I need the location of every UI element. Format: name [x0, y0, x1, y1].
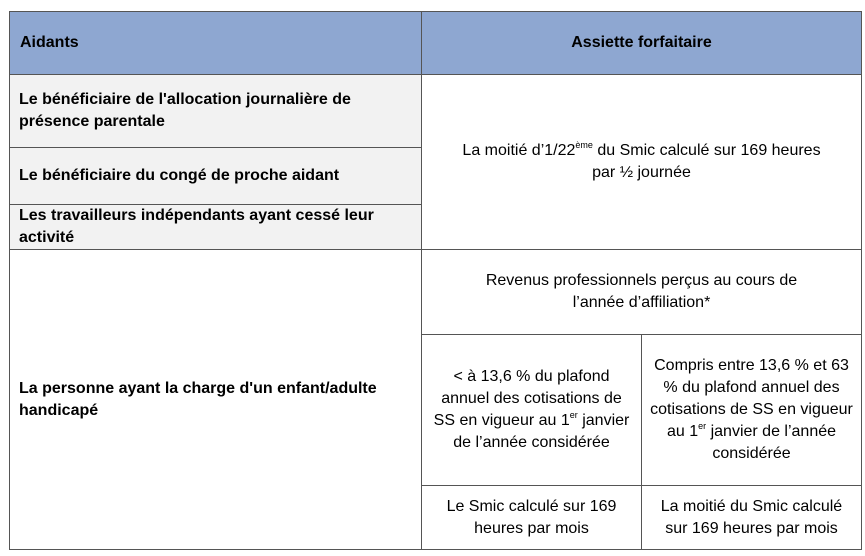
- condition-high-text-post: janvier de l’année considérée: [706, 423, 837, 462]
- condition-high-text-pre: Compris entre 13,6 % et 63 % du plafond annuel des cotisations de SS en vigueur au 1: [650, 357, 853, 440]
- result-high-cell: La moitié du Smic calculé sur 169 heures par mois: [642, 486, 862, 550]
- row-label-conge-proche-aidant: Le bénéficiaire du congé de proche aidant: [10, 148, 422, 205]
- result-low-cell: Le Smic calculé sur 169 heures par mois: [422, 486, 642, 550]
- group-value-cell: [422, 75, 862, 250]
- header-assiette-forfaitaire: Assiette forfaitaire: [422, 12, 862, 75]
- row-label-ajpp: Le bénéficiaire de l'allocation journalière de présence parentale: [10, 75, 422, 148]
- contribution-table: [9, 11, 862, 550]
- condition-high-cell: [642, 335, 862, 486]
- group-value-sup: ème: [575, 140, 593, 150]
- header-aidants: Aidants: [10, 12, 422, 75]
- condition-low-text-post: janvier de l’année considérée: [453, 412, 630, 451]
- row-label-personne-charge-handicape: La personne ayant la charge d'un enfant/adulte handicapé: [10, 250, 422, 550]
- condition-low-text-pre: < à 13,6 % du plafond annuel des cotisations de SS en vigueur au 1: [433, 368, 622, 429]
- income-header-cell: Revenus professionnels perçus au cours de l’année d’affiliation*: [422, 250, 862, 335]
- condition-low-sup: er: [569, 410, 578, 420]
- group-value-text-pre: La moitié d’1/22: [462, 142, 576, 159]
- condition-high-sup: er: [698, 421, 707, 431]
- row-label-travailleurs-independants: Les travailleurs indépendants ayant cessé leur activité: [10, 205, 422, 250]
- condition-low-cell: [422, 335, 642, 486]
- group-value-text-post: du Smic calculé sur 169 heures par ½ journée: [592, 142, 821, 181]
